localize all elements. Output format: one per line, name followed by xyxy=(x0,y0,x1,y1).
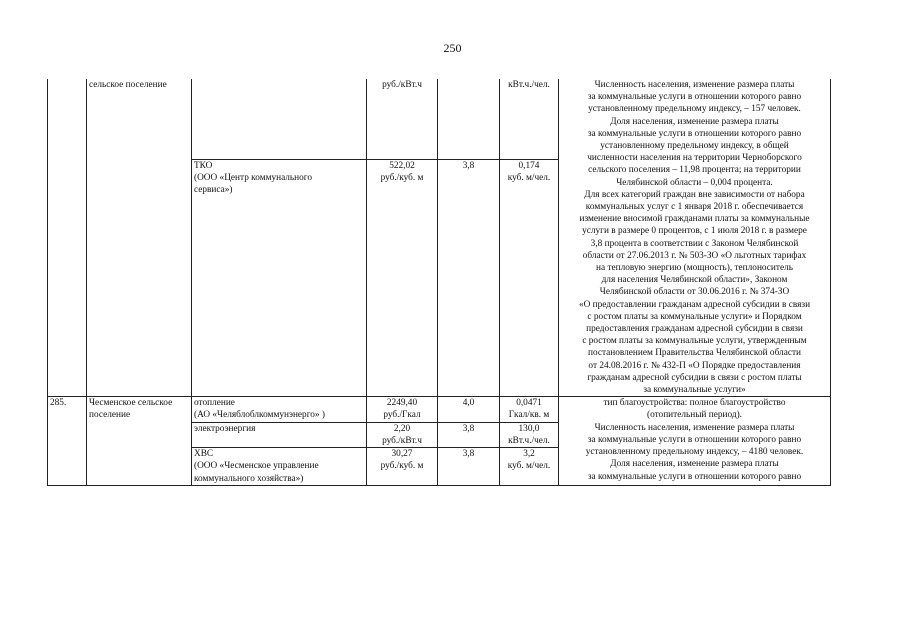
volume-unit: куб. м/чел. xyxy=(507,461,551,472)
cell-volume xyxy=(500,159,559,397)
cell-index xyxy=(438,79,500,159)
cell-volume xyxy=(500,422,559,447)
note-line: численности населения на территории Черноборского xyxy=(587,153,802,164)
note-line: сельского поселения – 11,98 процента; на территории xyxy=(588,165,801,176)
tariff-value: 522,02 xyxy=(389,160,415,171)
note-line: установленному предельному индексу, – 157 человек. xyxy=(588,104,801,115)
resource-provider: (ООО «Чесменское управление xyxy=(194,461,319,472)
note-line: Челябинской области – 0,004 процента. xyxy=(616,177,773,188)
note-line: за коммунальные услуги в отношении которого равно xyxy=(587,92,802,103)
row-number: 285. xyxy=(50,398,67,409)
cell-resource xyxy=(192,422,367,447)
tariff-value: 2,20 xyxy=(393,423,411,434)
cell-settlement xyxy=(87,79,192,159)
resource-provider: сервиса») xyxy=(194,185,233,196)
tariff-unit: руб./Гкал xyxy=(383,410,421,421)
cell-resource xyxy=(192,79,367,159)
note-line: предоставления гражданам адресной субсидии в связи xyxy=(586,324,803,335)
note-line: Доля населения, изменение размера платы xyxy=(610,116,779,127)
note-line: услуги в размере 0 процентов, с 1 июля 2018 г. в размере xyxy=(582,226,807,237)
cell-volume xyxy=(500,397,559,422)
page-number: 250 xyxy=(443,41,462,55)
volume-value: 0,0471 xyxy=(516,398,542,409)
resource-name: отопление xyxy=(194,398,235,409)
volume-value: 3,2 xyxy=(523,449,535,460)
volume-value: 130,0 xyxy=(518,423,540,434)
note-line: от 24.08.2016 г. № 432-П «О Порядке предоставления xyxy=(588,360,801,371)
note-line: постановлением Правительства Челябинской области xyxy=(587,348,801,359)
cell-resource xyxy=(192,397,367,422)
index-value: 3,8 xyxy=(462,160,475,171)
volume-unit: кВт.ч./чел. xyxy=(508,80,550,90)
settlement-name: поселение xyxy=(89,410,131,421)
resource-provider: (ООО «Центр коммунального xyxy=(194,172,313,183)
note-line: гражданам адресной субсидии в связи с ростом платы xyxy=(587,372,802,383)
index-value: 3,8 xyxy=(462,423,475,434)
note-line: за коммунальные услуги в отношении которого равно xyxy=(587,434,802,445)
cell-index xyxy=(438,397,500,422)
index-value: 4,0 xyxy=(462,398,475,409)
index-value: 3,8 xyxy=(462,449,475,460)
note-line: области от 27.06.2013 г. № 503-ЗО «О льготных тарифах xyxy=(582,250,807,261)
volume-unit: Гкал/кв. м xyxy=(508,410,550,421)
note-line: за коммунальные услуги в отношении которого равно xyxy=(587,471,802,482)
tariff-unit: руб./кВт.ч xyxy=(382,435,422,446)
cell-note xyxy=(559,79,831,397)
tariff-value: 30,27 xyxy=(391,449,413,460)
note-line: 3,8 процента в соответствии с Законом Челябинской xyxy=(590,238,799,249)
tariff-unit: руб./кВт.ч xyxy=(382,80,422,90)
cell-volume xyxy=(500,79,559,159)
cell-volume xyxy=(500,448,559,486)
volume-unit: куб. м/чел. xyxy=(507,172,551,183)
resource-provider: (АО «Челяблоблкоммунэнерго» ) xyxy=(194,410,325,421)
volume-value: 0,174 xyxy=(518,160,540,171)
note-line: для населения Челябинской области», Законом xyxy=(601,275,788,286)
note-line: изменение вносимой гражданами платы за коммунальные xyxy=(579,214,810,225)
tariff-unit: руб./куб. м xyxy=(380,172,424,183)
cell-resource xyxy=(192,159,367,397)
cell-note xyxy=(559,397,831,485)
note-line: Для всех категорий граждан вне зависимости от набора xyxy=(584,189,805,200)
cell-number xyxy=(48,79,87,159)
cell-tariff xyxy=(367,422,438,447)
cell-index xyxy=(438,422,500,447)
cell-index xyxy=(438,448,500,486)
note-line: с ростом платы за коммунальные услуги, утвержденным xyxy=(582,336,807,347)
tariff-unit: руб./куб. м xyxy=(380,461,424,472)
cell-settlement xyxy=(87,397,192,485)
note-line: тип благоустройства: полное благоустройство xyxy=(603,398,786,409)
cell-tariff xyxy=(367,448,438,486)
note-line: за коммунальные услуги» xyxy=(643,385,746,396)
cell-tariff xyxy=(367,79,438,159)
cell-index xyxy=(438,159,500,397)
cell-tariff xyxy=(367,397,438,422)
cell-settlement xyxy=(87,159,192,397)
table-row xyxy=(48,397,831,422)
volume-unit: кВт.ч./чел. xyxy=(508,435,550,446)
note-line: Численность населения, изменение размера платы xyxy=(594,422,795,433)
note-line: Численность населения, изменение размера платы xyxy=(594,80,795,90)
cell-number xyxy=(48,397,87,485)
cell-number xyxy=(48,159,87,397)
note-line: установленному предельному индексу, – 4180 человек. xyxy=(585,447,804,458)
note-line: «О предоставлении гражданам адресной субсидии в связи xyxy=(578,299,811,310)
tariff-value: 2249,40 xyxy=(386,398,418,409)
note-line: за коммунальные услуги в отношении которого равно xyxy=(587,128,802,139)
resource-name: электроэнергия xyxy=(194,423,256,434)
cell-resource xyxy=(192,448,367,486)
note-line: установленному предельному индексу, в общей xyxy=(600,141,789,152)
settlement-name: Чесменское сельское xyxy=(89,398,173,409)
note-line: коммунальных услуг с 1 января 2018 г. обеспечивается xyxy=(585,202,804,213)
table-row xyxy=(48,79,831,159)
resource-provider: коммунального хозяйства») xyxy=(194,473,304,484)
tariff-table xyxy=(47,79,831,486)
settlement-name: сельское поселение xyxy=(89,80,167,90)
note-line: Челябинской области от 30.06.2016 г. № 374-ЗО xyxy=(599,287,790,298)
resource-name: ТКО xyxy=(194,160,213,171)
note-line: на тепловую энергию (мощность), теплоноситель xyxy=(596,263,793,274)
note-line: (отопительный период). xyxy=(646,410,742,421)
cell-tariff xyxy=(367,159,438,397)
note-line: Доля населения, изменение размера платы xyxy=(610,459,779,470)
note-line: с ростом платы за коммунальные услуги» и Порядком xyxy=(587,311,802,322)
resource-name: ХВС xyxy=(194,449,214,460)
